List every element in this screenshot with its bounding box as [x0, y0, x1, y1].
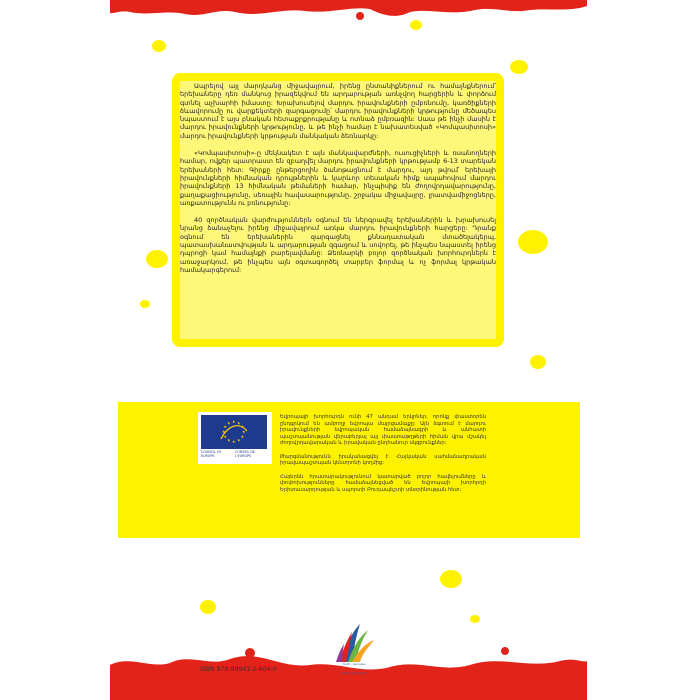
- yellow-paint-splatter: [440, 570, 462, 588]
- svg-text:★: ★: [222, 429, 226, 434]
- svg-text:★: ★: [240, 434, 245, 439]
- yellow-paint-splatter: [146, 250, 168, 268]
- svg-text:★: ★: [227, 437, 231, 443]
- isbn-text: ISBN 978-99941-2-604-0: [200, 666, 277, 673]
- svg-text:★: ★: [240, 424, 245, 429]
- svg-text:★: ★: [232, 439, 236, 444]
- yellow-paint-splatter: [518, 230, 548, 254]
- coe-label-fr: CONSEIL DE L'EUROPE: [235, 450, 256, 458]
- back-cover: [110, 0, 587, 700]
- yellow-paint-splatter: [410, 20, 422, 30]
- info-paragraph: Հայերեն հրատարակությունում կատարված բոլոր հավելումները և փոփոխությունները համաձայնեցված են Եվրոպայի խորհրդի Երիտասարդության և սպորտի Բուդապեշտի տնօրինության հետ:: [280, 473, 486, 493]
- youth-caption: Youth - Jeunesse: [342, 662, 366, 666]
- coe-label-en: COUNCIL OF EUROPE: [201, 450, 222, 458]
- info-paragraph: Եվրոպայի խորհուրդն ունի 47 անդամ երկրներ, որոնք փաստորեն ընդգրկում են ամբողջ եվրոպա մայրցամաքը: Այն ձգտում է մարդու իրավունքների եվրոպական համաձայնագրի և անհատի պաշտպանության վերաբերյալ այլ փաստաթղթերի հիման վրա մշակել ժողովրդավարական և իրավական ընդհանուր սկզբունքներ:: [280, 414, 486, 446]
- yellow-paint-splatter: [152, 40, 166, 52]
- description-paragraph: «Կոմպասիտոսի»-ը մեկնակետ է այն մանկավարժների, ուսուցիչների և ռսանողների համար, ովքեր պատրաստ են զբաղվել մարդու իրավունքների կրթությամբ 6-13 տարեկան երեխաների հետ: Գիրքը ընթերցողին ծանոթացնում է մարդու, այդ թվում՝ երեխայի իրավունքների հիմնական դրույթներին և կարևոր տեսական հիմք ապահովում մարդու իրավունքների 13 հիմնական թեմաների համար, ինչպիսիք են ժողովրդավարությունը, քաղաքացիությունը, սեռային հավասարությունը, շրջակա միջավայրը, լրատվամիջոցները, առքատությունն ու բռնությունը:: [180, 149, 496, 207]
- yellow-paint-splatter: [530, 355, 546, 369]
- description-paragraph: 40 զործնական վարժություններն օգնում են ներգրավել երեխաներին և խրախուսել նրանց ձանաչելու իրենց միջավայրում առկա մարդու իրավունքների հարցերը: Դրանք օգնում են երեխաներին զարգացնել քննադատական մտածելակերպ, պատասխանատվության և արդարության զգացում և սովորել, թե ինչպես նպաստել իրենց դպրոցի կամ համայնքի բարելավմանը: Ձեռնարկի բոլոր զործնական խորհուրդներն է առաջարկում, թե ինչպես այն օգտագործել տարբեր ֆորմալ և ոչ ֆորմալ կրթական համակարգերում:: [180, 216, 496, 274]
- description-text: [180, 82, 496, 342]
- svg-text:★: ★: [223, 434, 227, 439]
- yellow-paint-splatter: [470, 615, 480, 623]
- info-paragraph: Թարգմանությունն իրականացվել է Հայկական սահմանադրական իրավապաշտպան կենտրոնի կողմից:: [280, 453, 486, 466]
- svg-text:★: ★: [223, 424, 227, 429]
- council-of-europe-logo: [198, 412, 272, 464]
- svg-text:★: ★: [237, 437, 241, 443]
- publisher-info: [280, 414, 486, 534]
- svg-text:★: ★: [232, 419, 236, 424]
- red-paint-splash-top: [110, 0, 587, 26]
- svg-text:★: ★: [227, 420, 231, 426]
- yellow-paint-splatter: [200, 600, 216, 614]
- youth-url: www.coe.int/youth: [341, 671, 367, 675]
- yellow-paint-splatter: [140, 300, 150, 308]
- description-paragraph: Ապրելով այլ մարդկանց միջավայրում, իրենց ընտանիքներում ու համայնքներում՝ երեխաները դեռ մանկուց իրազեկվում են արդարության առնչվող հարցերին և փորձում գտնել աչխարհի իմաստը: Խրախուսելով մարդու իրավունքների ըմբռնումը, կառծիքների ձևավորումը ու վարքեկտերի զարգացումը՝ մարդու իրավունքների կրթությունը մեծապես նպաստում է այս բնական հետաքրքրությանը և ոտնաձ ըմբռազին: Սաա թե ինչի մասին է մարդու իրավունքների կրթությունը, և թե ինչի համար է նախատեսված «Կոմպասիտոսի» մարդու իրավունքների կրթության մանկական ձեռնարկը:: [180, 82, 496, 140]
- svg-text:★: ★: [237, 420, 241, 426]
- eu-flag-icon: [201, 415, 267, 449]
- svg-text:★: ★: [242, 429, 246, 434]
- yellow-paint-splatter: [510, 60, 528, 74]
